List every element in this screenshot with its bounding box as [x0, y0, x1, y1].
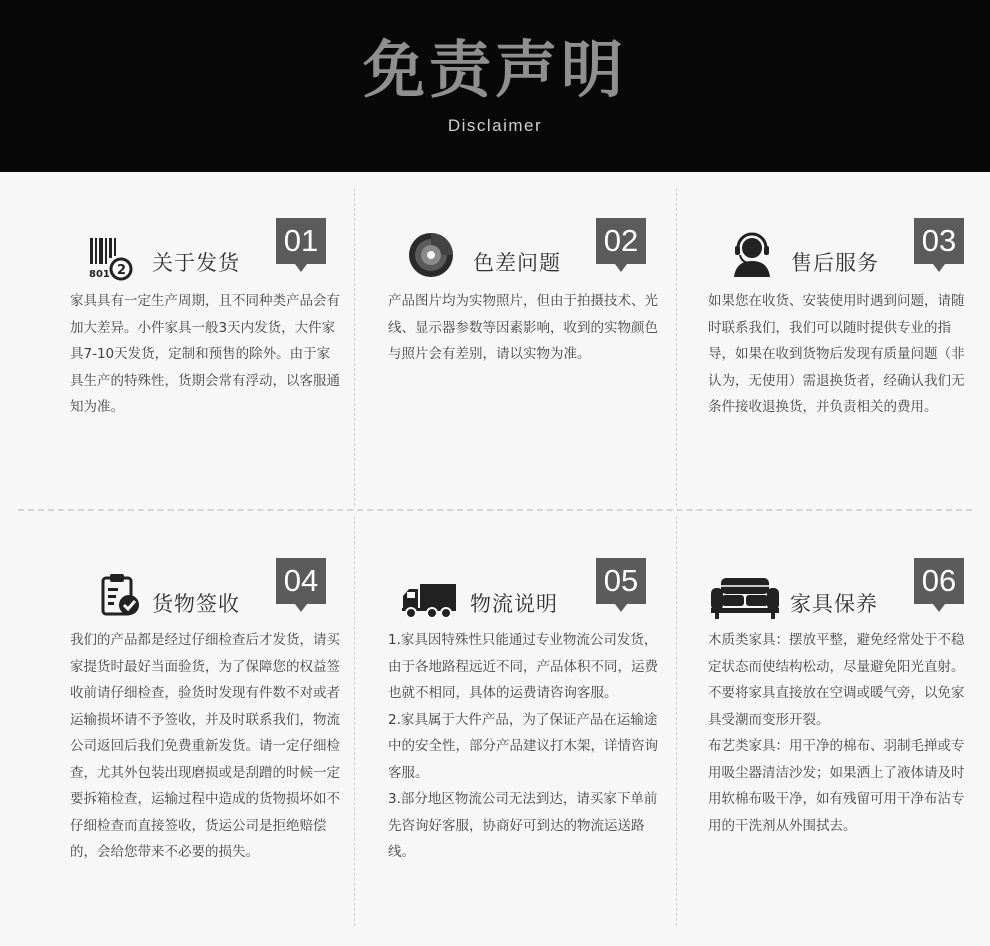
section-body: [70, 288, 340, 421]
section-paragraph: 布艺类家具：用干净的棉布、羽制毛掸或专用吸尘器清洁沙发；如果洒上了液体请及时用软棉布吸干净，如有残留可用干净布沾专用的干洗剂从外围拭去。: [708, 738, 965, 834]
column-divider: [354, 516, 355, 926]
section-number-badge: 04: [276, 558, 326, 604]
page-title: 免责声明: [362, 33, 627, 106]
section-body: [388, 627, 660, 866]
row-divider: [18, 509, 972, 511]
section-heading: 色差问题: [473, 251, 561, 275]
section-number-badge: 01: [276, 218, 326, 264]
section-paragraph: 2.家具属于大件产品，为了保证产品在运输途中的安全性，部分产品建议打木架，详情咨询客服。: [388, 711, 658, 781]
section-number-badge: 05: [596, 558, 646, 604]
section-heading: 关于发货: [152, 251, 240, 275]
section-paragraph: 如果您在收货、安装使用时遇到问题，请随时联系我们，我们可以随时提供专业的指导，如果在收到货物后发现有质量问题（非认为，无使用）需退换货者，经确认我们无条件接收退换货，并负责相关的费用。: [708, 293, 965, 415]
section-paragraph: 我们的产品都是经过仔细检查后才发货，请买家提货时最好当面验货，为了保障您的权益签收前请仔细检查，验货时发现有件数不对或者运输损坏请不予签收，并及时联系我们，物流公司返回后我们免费重新发货。请一定仔细检查，尤其外包装出现磨损或是刮蹭的时候一定要拆箱检查，运输过程中造成的货物损坏如不仔细检查而直接签收，货运公司是拒绝赔偿的，会给您带来不必要的损失。: [70, 632, 340, 860]
column-divider: [354, 188, 355, 506]
sofa-icon: [709, 574, 781, 622]
customer-service-icon: [728, 231, 776, 279]
column-divider: [676, 188, 677, 506]
truck-icon: [400, 576, 458, 624]
section-paragraph: 产品图片均为实物照片，但由于拍摄技术、光线、显示器参数等因素影响，收到的实物颜色与照片会有差别，请以实物为准。: [388, 293, 658, 362]
section-heading: 售后服务: [791, 251, 879, 275]
page-subtitle: Disclaimer: [447, 116, 543, 135]
section-number-badge: 06: [914, 558, 964, 604]
clipboard-check-icon: [97, 572, 145, 620]
section-paragraph: 木质类家具：摆放平整，避免经常处于不稳定状态而使结构松动，尽量避免阳光直射。不要将家具直接放在空调或暖气旁，以免家具受潮而变形开裂。: [708, 632, 965, 728]
section-paragraph: 1.家具因特殊性只能通过专业物流公司发货，由于各地路程远近不同，产品体积不同，运费也就不相同，具体的运费请咨询客服。: [388, 632, 658, 701]
barcode-icon: [86, 234, 134, 282]
svg-text:801: 801: [89, 269, 110, 280]
color-disc-icon: [407, 231, 455, 279]
section-heading: 货物签收: [152, 592, 240, 616]
svg-text:2: 2: [117, 263, 127, 278]
section-number-badge: 03: [914, 218, 964, 264]
section-number-badge: 02: [596, 218, 646, 264]
section-paragraph: 3.部分地区物流公司无法到达，请买家下单前先咨询好客服，协商好可到达的物流运送路线。: [388, 791, 658, 860]
section-body: [708, 627, 974, 839]
column-divider: [676, 516, 677, 926]
disclaimer-header: [0, 0, 990, 172]
section-body: [388, 288, 660, 368]
section-body: [708, 288, 974, 421]
section-heading: 物流说明: [470, 592, 558, 616]
section-heading: 家具保养: [790, 592, 878, 616]
section-body: [70, 627, 342, 866]
section-paragraph: 家具具有一定生产周期，且不同种类产品会有加大差异。小件家具一般3天内发货，大件家具7-10天发货，定制和预售的除外。由于家具生产的特殊性，货期会常有浮动，以客服通知为准。: [70, 293, 340, 415]
